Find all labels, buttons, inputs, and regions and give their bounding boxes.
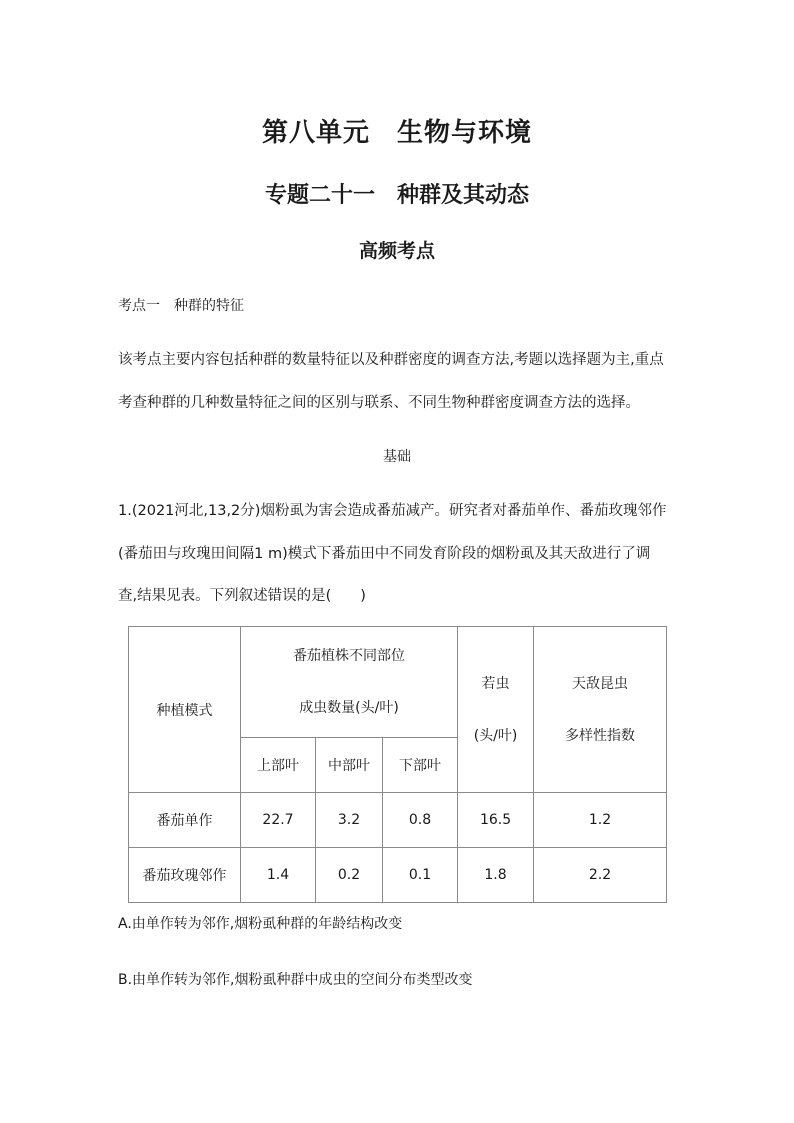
header-enemy-line1: 天敌昆虫 — [572, 675, 629, 692]
header-enemy-line2: 多样性指数 — [565, 727, 636, 744]
question-line-1: 1.(2021河北,13,2分)烟粉虱为害会造成番茄减产。研究者对番茄单作、番茄玫瑰邻作 — [118, 503, 667, 519]
header-nymph-line1: 若虫 — [481, 675, 510, 692]
header-adult-line2: 成虫数量(头/叶) — [299, 700, 399, 716]
level-label: 基础 — [383, 449, 411, 465]
cell-lower: 0.1 — [383, 848, 458, 903]
unit-title: 第八单元 生物与环境 — [261, 118, 532, 148]
cell-enemy: 2.2 — [534, 848, 667, 903]
cell-enemy: 1.2 — [534, 793, 667, 848]
cell-nymph: 1.8 — [458, 848, 534, 903]
table-header-row — [129, 627, 667, 738]
table-row — [129, 848, 667, 903]
cell-upper: 22.7 — [241, 793, 316, 848]
cell-mode: 番茄玫瑰邻作 — [129, 848, 241, 903]
header-nymph — [458, 627, 534, 793]
subheader-upper: 上部叶 — [241, 738, 316, 793]
option-a: A.由单作转为邻作,烟粉虱种群的年龄结构改变 — [118, 916, 403, 932]
section-title: 高频考点 — [358, 240, 435, 262]
cell-upper: 1.4 — [241, 848, 316, 903]
cell-middle: 0.2 — [316, 848, 383, 903]
question-line-3: 查,结果见表。下列叙述错误的是( ) — [118, 588, 366, 604]
subheader-middle: 中部叶 — [316, 738, 383, 793]
header-adult-line1: 番茄植株不同部位 — [293, 648, 406, 664]
header-mode: 种植模式 — [129, 627, 241, 793]
subheader-lower: 下部叶 — [383, 738, 458, 793]
cell-lower: 0.8 — [383, 793, 458, 848]
data-table — [128, 626, 667, 903]
exam-point-label: 考点一 种群的特征 — [118, 298, 244, 314]
question-line-2: (番茄田与玫瑰田间隔1 m)模式下番茄田中不同发育阶段的烟粉虱及其天敌进行了调 — [118, 546, 651, 562]
option-b: B.由单作转为邻作,烟粉虱种群中成虫的空间分布类型改变 — [118, 972, 473, 988]
header-nymph-line2: (头/叶) — [473, 727, 518, 744]
intro-line-2: 考查种群的几种数量特征之间的区别与联系、不同生物种群密度调查方法的选择。 — [118, 395, 640, 411]
intro-line-1: 该考点主要内容包括种群的数量特征以及种群密度的调查方法,考题以选择题为主,重点 — [118, 352, 664, 368]
topic-title: 专题二十一 种群及其动态 — [264, 183, 529, 208]
cell-mode: 番茄单作 — [129, 793, 241, 848]
header-adult — [241, 627, 458, 738]
table-row — [129, 793, 667, 848]
header-enemy — [534, 627, 667, 793]
cell-middle: 3.2 — [316, 793, 383, 848]
cell-nymph: 16.5 — [458, 793, 534, 848]
